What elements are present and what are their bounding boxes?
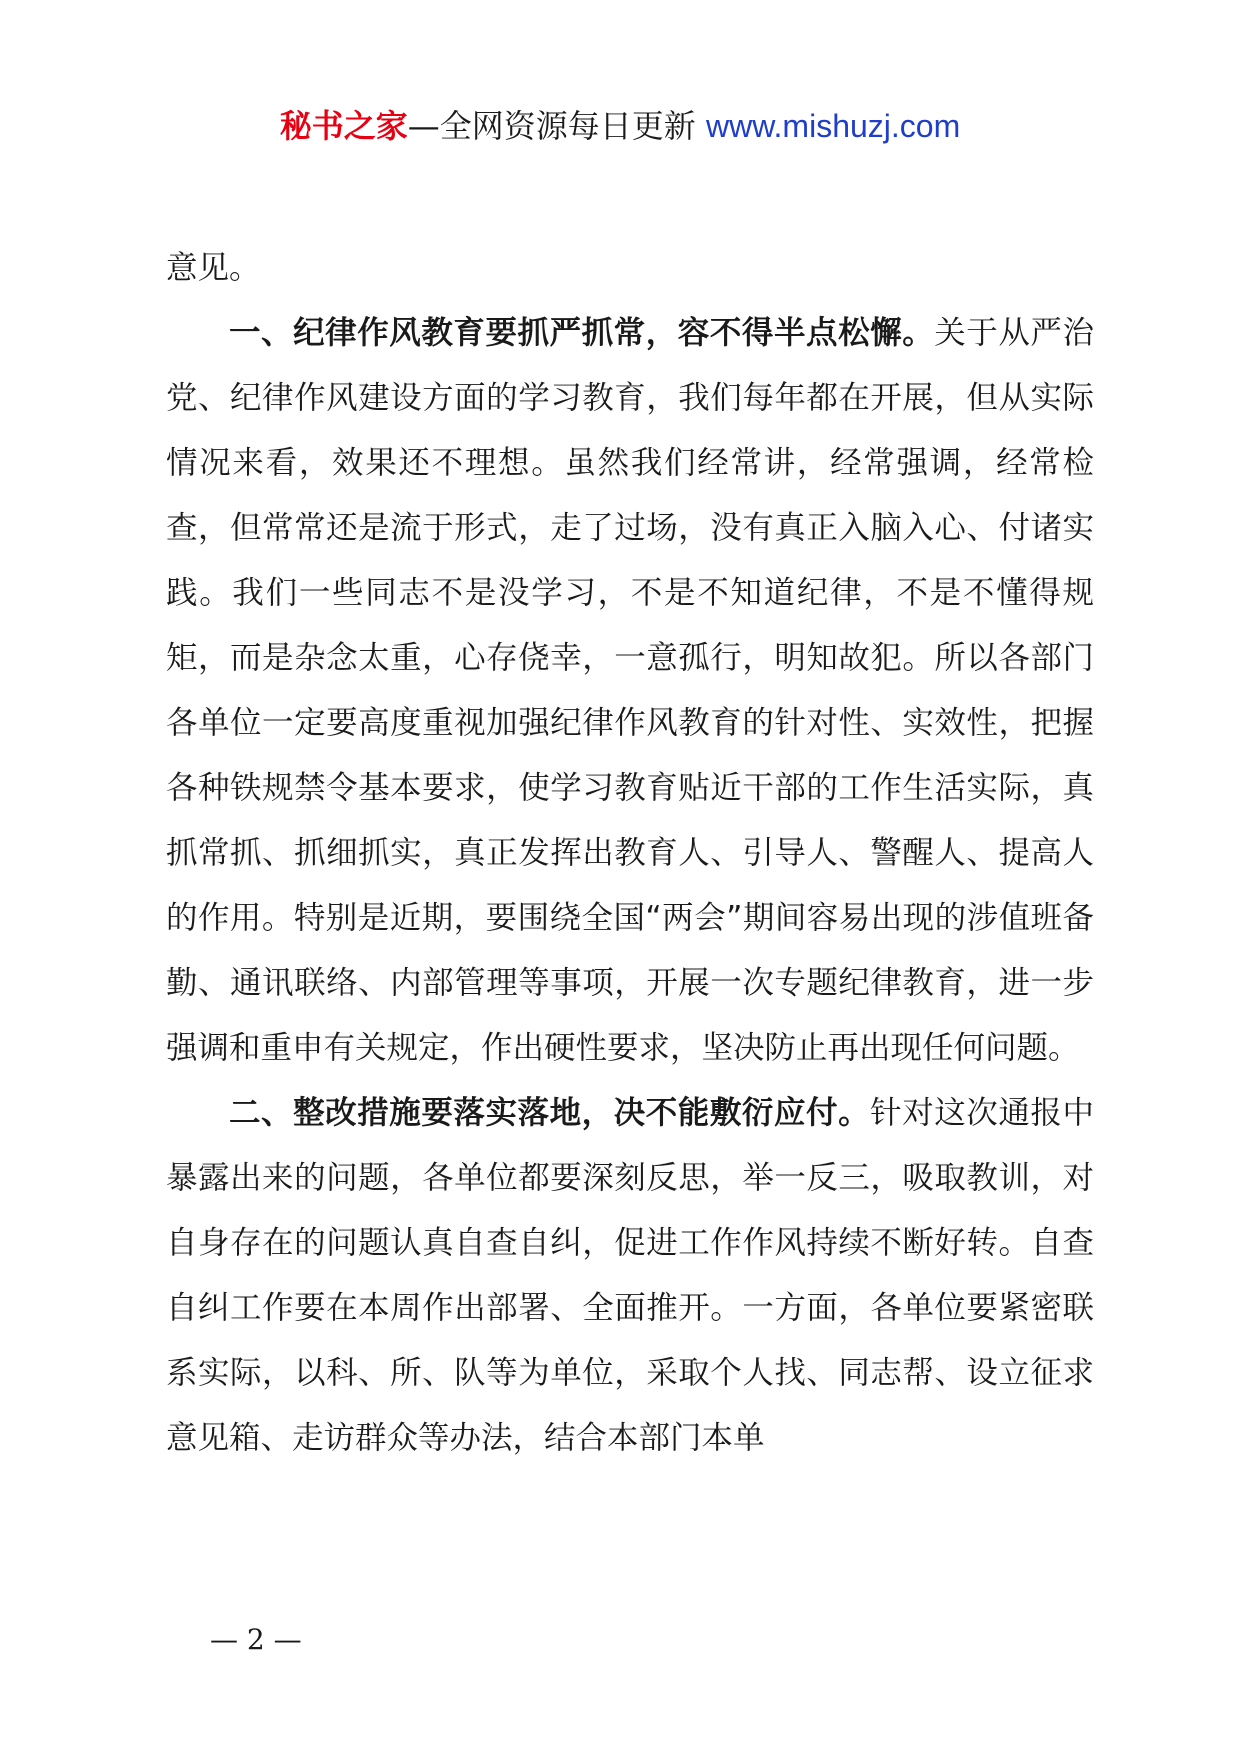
- brand-name: 秘书之家: [279, 107, 408, 145]
- section-heading-2: 二、整改措施要落实落地，决不能敷衍应付。: [229, 1095, 871, 1131]
- paragraph-section-2: [166, 1081, 1094, 1471]
- header-tagline: —全网资源每日更新: [407, 107, 706, 145]
- site-header: [0, 104, 1240, 148]
- section-heading-1: 一、纪律作风教育要抓严抓常，容不得半点松懈。: [229, 315, 935, 351]
- site-url-link[interactable]: www.mishuzj.com: [705, 108, 961, 144]
- document-body: [166, 236, 1094, 1471]
- paragraph-text: 关于从严治党、纪律作风建设方面的学习教育，我们每年都在开展，但从实际情况来看，效果还不理想。虽然我们经常讲，经常强调，经常检查，但常常还是流于形式，走了过场，没有真正入脑入心、付诸实践。我们一些同志不是没学习，不是不知道纪律，不是不懂得规矩，而是杂念太重，心存侥幸，一意孤行，明知故犯。所以各部门各单位一定要高度重视加强纪律作风教育的针对性、实效性，把握各种铁规禁令基本要求，使学习教育贴近干部的工作生活实际，真抓常抓、抓细抓实，真正发挥出教育人、引导人、警醒人、提高人的作用。特别是近期，要围绕全国“两会”期间容易出现的涉值班备勤、通讯联络、内部管理等事项，开展一次专题纪律教育，进一步强调和重申有关规定，作出硬性要求，坚决防止再出现任何问题。: [166, 315, 1094, 1066]
- paragraph-continuation: [166, 236, 1094, 301]
- paragraph-text: 针对这次通报中暴露出来的问题，各单位都要深刻反思，举一反三，吸取教训，对自身存在的问题认真自查自纠，促进工作作风持续不断好转。自查自纠工作要在本周作出部署、全面推开。一方面，各单位要紧密联系实际，以科、所、队等为单位，采取个人找、同志帮、设立征求意见箱、走访群众等办法，结合本部门本单: [166, 1095, 1094, 1456]
- paragraph-text: 意见。: [166, 250, 261, 286]
- paragraph-section-1: [166, 301, 1094, 1081]
- page-number: — 2 —: [210, 1623, 302, 1656]
